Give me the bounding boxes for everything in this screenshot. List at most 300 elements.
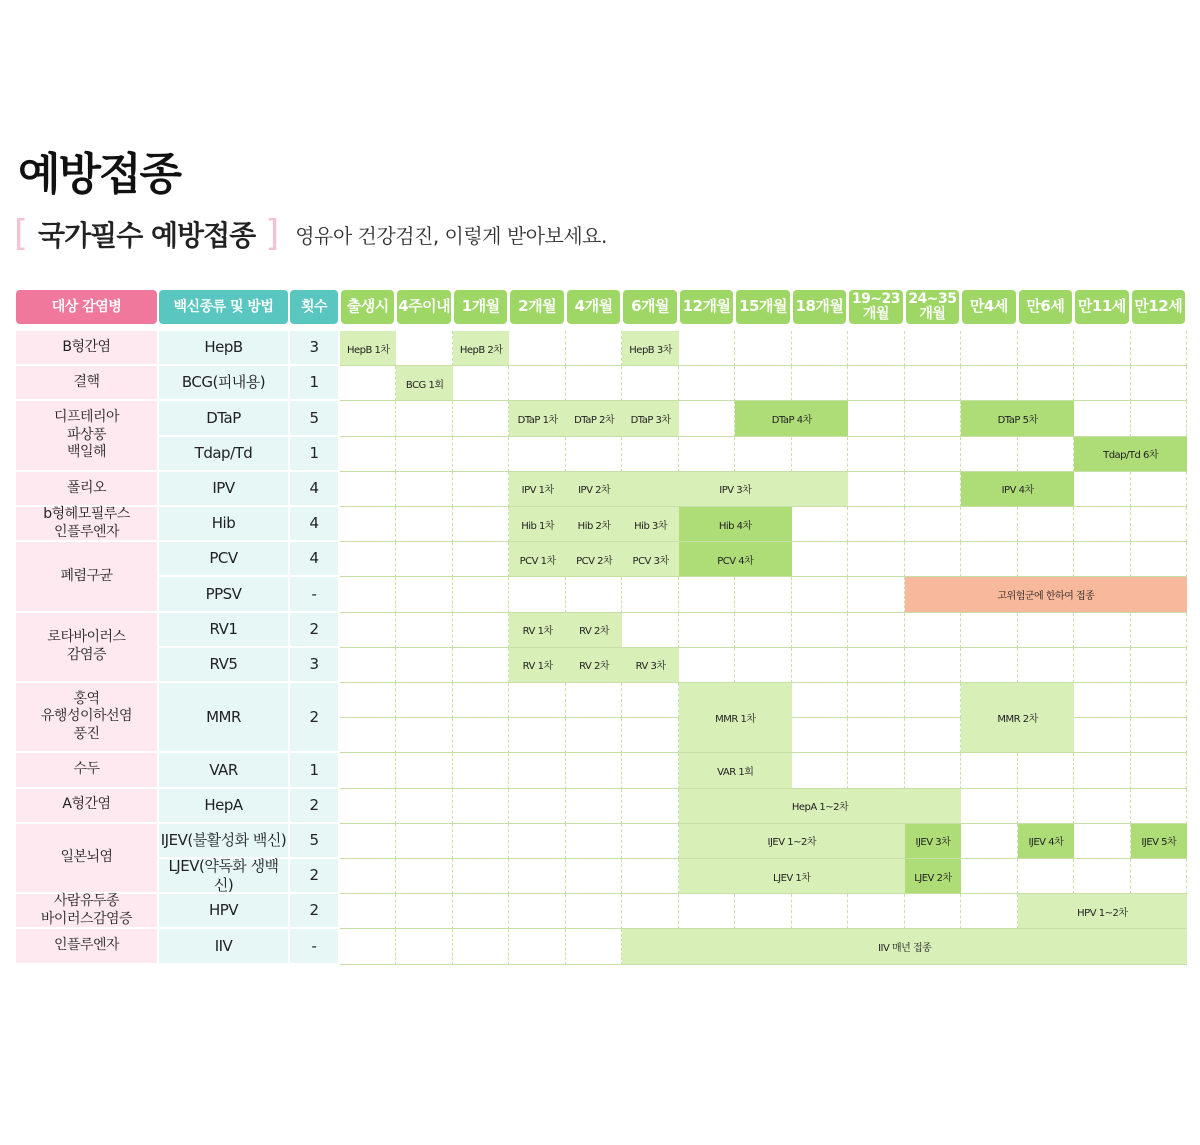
schedule-cell	[396, 753, 452, 788]
header-age: 6개월	[623, 290, 676, 324]
dose-bar: PCV 1차	[509, 542, 565, 577]
schedule-cell	[340, 824, 396, 859]
schedule-cell	[340, 718, 396, 753]
schedule-cell	[1074, 683, 1130, 718]
schedule-cell	[1074, 613, 1130, 648]
dose-bar: PCV 2차	[566, 542, 622, 577]
header-age: 만12세	[1132, 290, 1185, 324]
dose-bar: Hib 1차	[509, 507, 565, 542]
schedule-cell	[961, 859, 1017, 894]
schedule-cell	[1074, 507, 1130, 542]
schedule-cell	[566, 718, 622, 753]
schedule-cell	[848, 894, 904, 929]
schedule-cell	[566, 929, 622, 964]
header-count: 횟수	[290, 290, 338, 324]
schedule-cell	[735, 648, 791, 683]
schedule-cell	[453, 542, 509, 577]
schedule-cell	[961, 613, 1017, 648]
schedule-cell	[679, 331, 735, 366]
schedule-cell	[622, 718, 678, 753]
vaccine-label: LJEV(약독화 생백신)	[159, 859, 288, 892]
header-age: 만6세	[1019, 290, 1072, 324]
schedule-cell	[509, 894, 565, 929]
disease-label: 디프테리아 파상풍 백일해	[16, 401, 157, 469]
schedule-cell	[961, 331, 1017, 366]
schedule-cell	[509, 859, 565, 894]
schedule-cell	[509, 577, 565, 612]
schedule-cell	[961, 753, 1017, 788]
header-age: 만11세	[1075, 290, 1128, 324]
dose-bar: Tdap/Td 6차	[1074, 437, 1187, 472]
subtitle-bracket-open: [	[14, 213, 29, 254]
schedule-cell	[1131, 472, 1187, 507]
dose-count: 4	[290, 472, 338, 505]
dose-bar: MMR 2차	[961, 683, 1074, 753]
schedule-cell	[1074, 789, 1130, 824]
schedule-cell	[340, 683, 396, 718]
schedule-cell	[340, 859, 396, 894]
schedule-cell	[453, 648, 509, 683]
schedule-cell	[905, 366, 961, 401]
schedule-cell	[1074, 718, 1130, 753]
dose-bar: Hib 4차	[679, 507, 792, 542]
schedule-cell	[792, 507, 848, 542]
schedule-cell	[340, 753, 396, 788]
dose-count: 4	[290, 507, 338, 540]
vaccine-label: Hib	[159, 507, 288, 540]
schedule-cell	[453, 894, 509, 929]
dose-bar: PCV 4차	[679, 542, 792, 577]
disease-label: 인플루엔자	[16, 929, 157, 962]
schedule-cell	[622, 437, 678, 472]
schedule-cell	[622, 824, 678, 859]
schedule-cell	[792, 331, 848, 366]
dose-bar: Hib 3차	[622, 507, 678, 542]
schedule-cell	[1018, 507, 1074, 542]
schedule-cell	[1074, 859, 1130, 894]
dose-bar: IJEV 4차	[1018, 824, 1074, 859]
schedule-cell	[1131, 542, 1187, 577]
schedule-cell	[1131, 331, 1187, 366]
vaccine-label: MMR	[159, 683, 288, 751]
disease-label: 일본뇌염	[16, 824, 157, 892]
schedule-cell	[679, 366, 735, 401]
schedule-cell	[453, 789, 509, 824]
dose-bar: PCV 3차	[622, 542, 678, 577]
schedule-cell	[1018, 789, 1074, 824]
schedule-cell	[792, 683, 848, 718]
schedule-cell	[453, 824, 509, 859]
schedule-cell	[848, 366, 904, 401]
disease-label: 수두	[16, 753, 157, 786]
schedule-cell	[340, 366, 396, 401]
schedule-cell	[735, 331, 791, 366]
schedule-cell	[453, 366, 509, 401]
vaccine-label: RV5	[159, 648, 288, 681]
subtitle-bracket-close: ]	[265, 213, 280, 254]
schedule-cell	[566, 437, 622, 472]
schedule-cell	[1074, 401, 1130, 436]
schedule-cell	[396, 401, 452, 436]
schedule-cell	[396, 859, 452, 894]
schedule-cell	[905, 401, 961, 436]
page-title: 예방접종	[18, 149, 181, 200]
schedule-cell	[622, 613, 678, 648]
dose-bar: RV 2차	[566, 613, 622, 648]
subtitle-heading: 국가필수 예방접종	[38, 219, 256, 252]
dose-bar: IPV 3차	[622, 472, 848, 507]
schedule-cell	[1131, 718, 1187, 753]
schedule-cell	[679, 401, 735, 436]
header-age: 2개월	[510, 290, 563, 324]
schedule-cell	[1074, 331, 1130, 366]
schedule-cell	[961, 894, 1017, 929]
schedule-cell	[396, 824, 452, 859]
disease-label: 로타바이러스 감염증	[16, 613, 157, 681]
vaccine-label: DTaP	[159, 401, 288, 434]
schedule-cell	[848, 648, 904, 683]
schedule-cell	[566, 859, 622, 894]
schedule-cell	[453, 859, 509, 894]
schedule-cell	[453, 507, 509, 542]
schedule-cell	[1074, 824, 1130, 859]
schedule-cell	[453, 437, 509, 472]
schedule-cell	[453, 613, 509, 648]
schedule-cell	[453, 577, 509, 612]
schedule-cell	[509, 718, 565, 753]
schedule-cell	[622, 894, 678, 929]
schedule-cell	[1074, 366, 1130, 401]
schedule-cell	[622, 683, 678, 718]
dose-bar: RV 3차	[622, 648, 678, 683]
schedule-cell	[396, 472, 452, 507]
header-disease: 대상 감염병	[16, 290, 157, 324]
schedule-cell	[905, 437, 961, 472]
schedule-cell	[792, 753, 848, 788]
schedule-cell	[905, 542, 961, 577]
schedule-cell	[905, 648, 961, 683]
schedule-cell	[509, 331, 565, 366]
vaccine-label: Tdap/Td	[159, 437, 288, 470]
header-age: 출생시	[341, 290, 394, 324]
dose-count: 5	[290, 401, 338, 434]
schedule-cell	[340, 401, 396, 436]
schedule-cell	[396, 507, 452, 542]
header-age: 15개월	[736, 290, 789, 324]
vaccine-label: HepB	[159, 331, 288, 364]
schedule-cell	[509, 437, 565, 472]
schedule-cell	[735, 613, 791, 648]
schedule-cell	[679, 648, 735, 683]
schedule-cell	[848, 507, 904, 542]
dose-bar: MMR 1차	[679, 683, 792, 753]
schedule-cell	[735, 894, 791, 929]
dose-bar: VAR 1회	[679, 753, 792, 788]
schedule-cell	[792, 718, 848, 753]
schedule-cell	[566, 789, 622, 824]
schedule-cell	[905, 472, 961, 507]
schedule-cell	[340, 472, 396, 507]
vaccine-label: VAR	[159, 753, 288, 786]
schedule-cell	[679, 613, 735, 648]
dose-bar: IJEV 3차	[905, 824, 961, 859]
schedule-cell	[961, 648, 1017, 683]
dose-count: 1	[290, 366, 338, 399]
schedule-cell	[396, 789, 452, 824]
subtitle-description: 영유아 건강검진, 이렇게 받아보세요.	[295, 223, 607, 248]
dose-bar: HepB 3차	[622, 331, 678, 366]
schedule-cell	[792, 648, 848, 683]
schedule-cell	[453, 472, 509, 507]
dose-bar: RV 1차	[509, 648, 565, 683]
schedule-cell	[566, 824, 622, 859]
vaccine-label: HepA	[159, 789, 288, 822]
schedule-cell	[509, 753, 565, 788]
dose-bar: DTaP 4차	[735, 401, 848, 436]
dose-bar: 고위험군에 한하여 접종	[905, 577, 1187, 612]
schedule-cell	[622, 577, 678, 612]
schedule-cell	[905, 331, 961, 366]
disease-label: b형헤모필루스 인플루엔자	[16, 507, 157, 540]
schedule-cell	[905, 683, 961, 718]
dose-bar: HPV 1~2차	[1018, 894, 1187, 929]
vaccine-label: HPV	[159, 894, 288, 927]
schedule-cell	[961, 789, 1017, 824]
schedule-cell	[566, 894, 622, 929]
schedule-cell	[340, 648, 396, 683]
header-vaccine: 백신종류 및 방법	[159, 290, 288, 324]
dose-count: 3	[290, 648, 338, 681]
schedule-cell	[679, 577, 735, 612]
disease-label: 결핵	[16, 366, 157, 399]
schedule-cell	[340, 437, 396, 472]
dose-bar: DTaP 1차	[509, 401, 565, 436]
schedule-cell	[961, 507, 1017, 542]
schedule-cell	[453, 401, 509, 436]
schedule-cell	[848, 753, 904, 788]
schedule-cell	[1131, 613, 1187, 648]
schedule-cell	[679, 437, 735, 472]
schedule-cell	[792, 542, 848, 577]
schedule-cell	[566, 331, 622, 366]
schedule-cell	[340, 613, 396, 648]
dose-count: -	[290, 929, 338, 962]
schedule-cell	[622, 859, 678, 894]
schedule-cell	[848, 718, 904, 753]
schedule-cell	[566, 577, 622, 612]
schedule-cell	[1131, 648, 1187, 683]
schedule-cell	[848, 613, 904, 648]
dose-bar: RV 2차	[566, 648, 622, 683]
dose-bar: IJEV 1~2차	[679, 824, 905, 859]
vaccine-label: PCV	[159, 542, 288, 575]
header-age: 18개월	[793, 290, 846, 324]
dose-bar: BCG 1회	[396, 366, 452, 401]
vaccination-schedule-table	[16, 290, 1187, 965]
schedule-cell	[1018, 859, 1074, 894]
schedule-cell	[735, 577, 791, 612]
schedule-cell	[848, 577, 904, 612]
dose-count: -	[290, 577, 338, 610]
schedule-cell	[848, 401, 904, 436]
schedule-cell	[1131, 789, 1187, 824]
dose-bar: LJEV 1차	[679, 859, 905, 894]
schedule-cell	[961, 437, 1017, 472]
header-age: 4주이내	[397, 290, 450, 324]
schedule-cell	[848, 331, 904, 366]
schedule-cell	[622, 789, 678, 824]
schedule-cell	[1018, 753, 1074, 788]
dose-bar: DTaP 5차	[961, 401, 1074, 436]
disease-label: 사람유두종 바이러스감염증	[16, 894, 157, 927]
disease-label: A형간염	[16, 789, 157, 822]
schedule-cell	[1131, 401, 1187, 436]
schedule-cell	[396, 577, 452, 612]
schedule-cell	[340, 507, 396, 542]
schedule-cell	[735, 437, 791, 472]
schedule-cell	[396, 542, 452, 577]
schedule-cell	[905, 894, 961, 929]
dose-bar: IIV 매년 접종	[622, 929, 1187, 964]
schedule-cell	[453, 929, 509, 964]
schedule-cell	[1018, 437, 1074, 472]
schedule-cell	[509, 683, 565, 718]
dose-count: 2	[290, 894, 338, 927]
schedule-cell	[679, 894, 735, 929]
header-age: 4개월	[567, 290, 620, 324]
dose-count: 2	[290, 789, 338, 822]
schedule-cell	[453, 683, 509, 718]
vaccine-label: PPSV	[159, 577, 288, 610]
schedule-cell	[1074, 542, 1130, 577]
schedule-cell	[396, 437, 452, 472]
schedule-cell	[1018, 331, 1074, 366]
schedule-cell	[1131, 507, 1187, 542]
header-age: 만4세	[962, 290, 1015, 324]
schedule-cell	[961, 366, 1017, 401]
header-age: 24~35 개월	[906, 290, 959, 324]
schedule-cell	[453, 753, 509, 788]
schedule-cell	[1074, 472, 1130, 507]
header-age: 12개월	[680, 290, 733, 324]
schedule-cell	[792, 437, 848, 472]
dose-bar: LJEV 2차	[905, 859, 961, 894]
schedule-cell	[566, 753, 622, 788]
schedule-cell	[1018, 542, 1074, 577]
disease-label: 폴리오	[16, 472, 157, 505]
dose-bar: IPV 2차	[566, 472, 622, 507]
subtitle-bar	[14, 212, 607, 256]
schedule-cell	[340, 577, 396, 612]
dose-bar: HepA 1~2차	[679, 789, 961, 824]
schedule-cell	[792, 366, 848, 401]
schedule-cell	[340, 929, 396, 964]
dose-bar: HepB 1차	[340, 331, 396, 366]
dose-count: 2	[290, 859, 338, 892]
dose-count: 2	[290, 613, 338, 646]
schedule-cell	[1074, 753, 1130, 788]
schedule-cell	[848, 683, 904, 718]
schedule-cell	[396, 331, 452, 366]
schedule-cell	[396, 648, 452, 683]
vaccine-label: IPV	[159, 472, 288, 505]
schedule-cell	[453, 718, 509, 753]
schedule-cell	[1131, 859, 1187, 894]
schedule-cell	[961, 542, 1017, 577]
dose-count: 2	[290, 683, 338, 751]
schedule-cell	[509, 789, 565, 824]
schedule-cell	[396, 683, 452, 718]
schedule-cell	[340, 789, 396, 824]
schedule-cell	[961, 824, 1017, 859]
schedule-cell	[905, 718, 961, 753]
schedule-cell	[792, 577, 848, 612]
dose-bar: DTaP 3차	[622, 401, 678, 436]
dose-bar: IJEV 5차	[1131, 824, 1187, 859]
schedule-cell	[509, 929, 565, 964]
dose-count: 1	[290, 437, 338, 470]
schedule-cell	[509, 366, 565, 401]
dose-count: 3	[290, 331, 338, 364]
dose-bar: HepB 2차	[453, 331, 509, 366]
dose-bar: IPV 4차	[961, 472, 1074, 507]
schedule-cell	[1074, 648, 1130, 683]
dose-count: 4	[290, 542, 338, 575]
schedule-cell	[848, 472, 904, 507]
dose-bar: Hib 2차	[566, 507, 622, 542]
dose-bar: IPV 1차	[509, 472, 565, 507]
vaccine-label: IJEV(불활성화 백신)	[159, 824, 288, 857]
schedule-cell	[396, 894, 452, 929]
dose-bar: DTaP 2차	[566, 401, 622, 436]
header-age: 1개월	[454, 290, 507, 324]
dose-bar: RV 1차	[509, 613, 565, 648]
disease-label: B형간염	[16, 331, 157, 364]
schedule-cell	[905, 753, 961, 788]
schedule-cell	[622, 366, 678, 401]
disease-label: 폐렴구균	[16, 542, 157, 610]
vaccine-label: BCG(피내용)	[159, 366, 288, 399]
schedule-cell	[848, 437, 904, 472]
schedule-cell	[1018, 613, 1074, 648]
schedule-cell	[396, 929, 452, 964]
schedule-cell	[566, 683, 622, 718]
schedule-cell	[792, 613, 848, 648]
vaccine-label: RV1	[159, 613, 288, 646]
schedule-cell	[509, 824, 565, 859]
schedule-cell	[848, 542, 904, 577]
schedule-cell	[622, 753, 678, 788]
schedule-cell	[905, 613, 961, 648]
schedule-cell	[396, 613, 452, 648]
schedule-cell	[1131, 683, 1187, 718]
schedule-cell	[1018, 648, 1074, 683]
dose-count: 1	[290, 753, 338, 786]
schedule-cell	[792, 894, 848, 929]
header-age: 19~23 개월	[849, 290, 902, 324]
schedule-cell	[340, 542, 396, 577]
schedule-cell	[566, 366, 622, 401]
disease-label: 홍역 유행성이하선염 풍진	[16, 683, 157, 751]
vaccine-label: IIV	[159, 929, 288, 962]
schedule-cell	[905, 507, 961, 542]
schedule-cell	[1018, 366, 1074, 401]
schedule-cell	[396, 718, 452, 753]
schedule-cell	[735, 366, 791, 401]
dose-count: 5	[290, 824, 338, 857]
schedule-cell	[1131, 366, 1187, 401]
schedule-cell	[1131, 753, 1187, 788]
